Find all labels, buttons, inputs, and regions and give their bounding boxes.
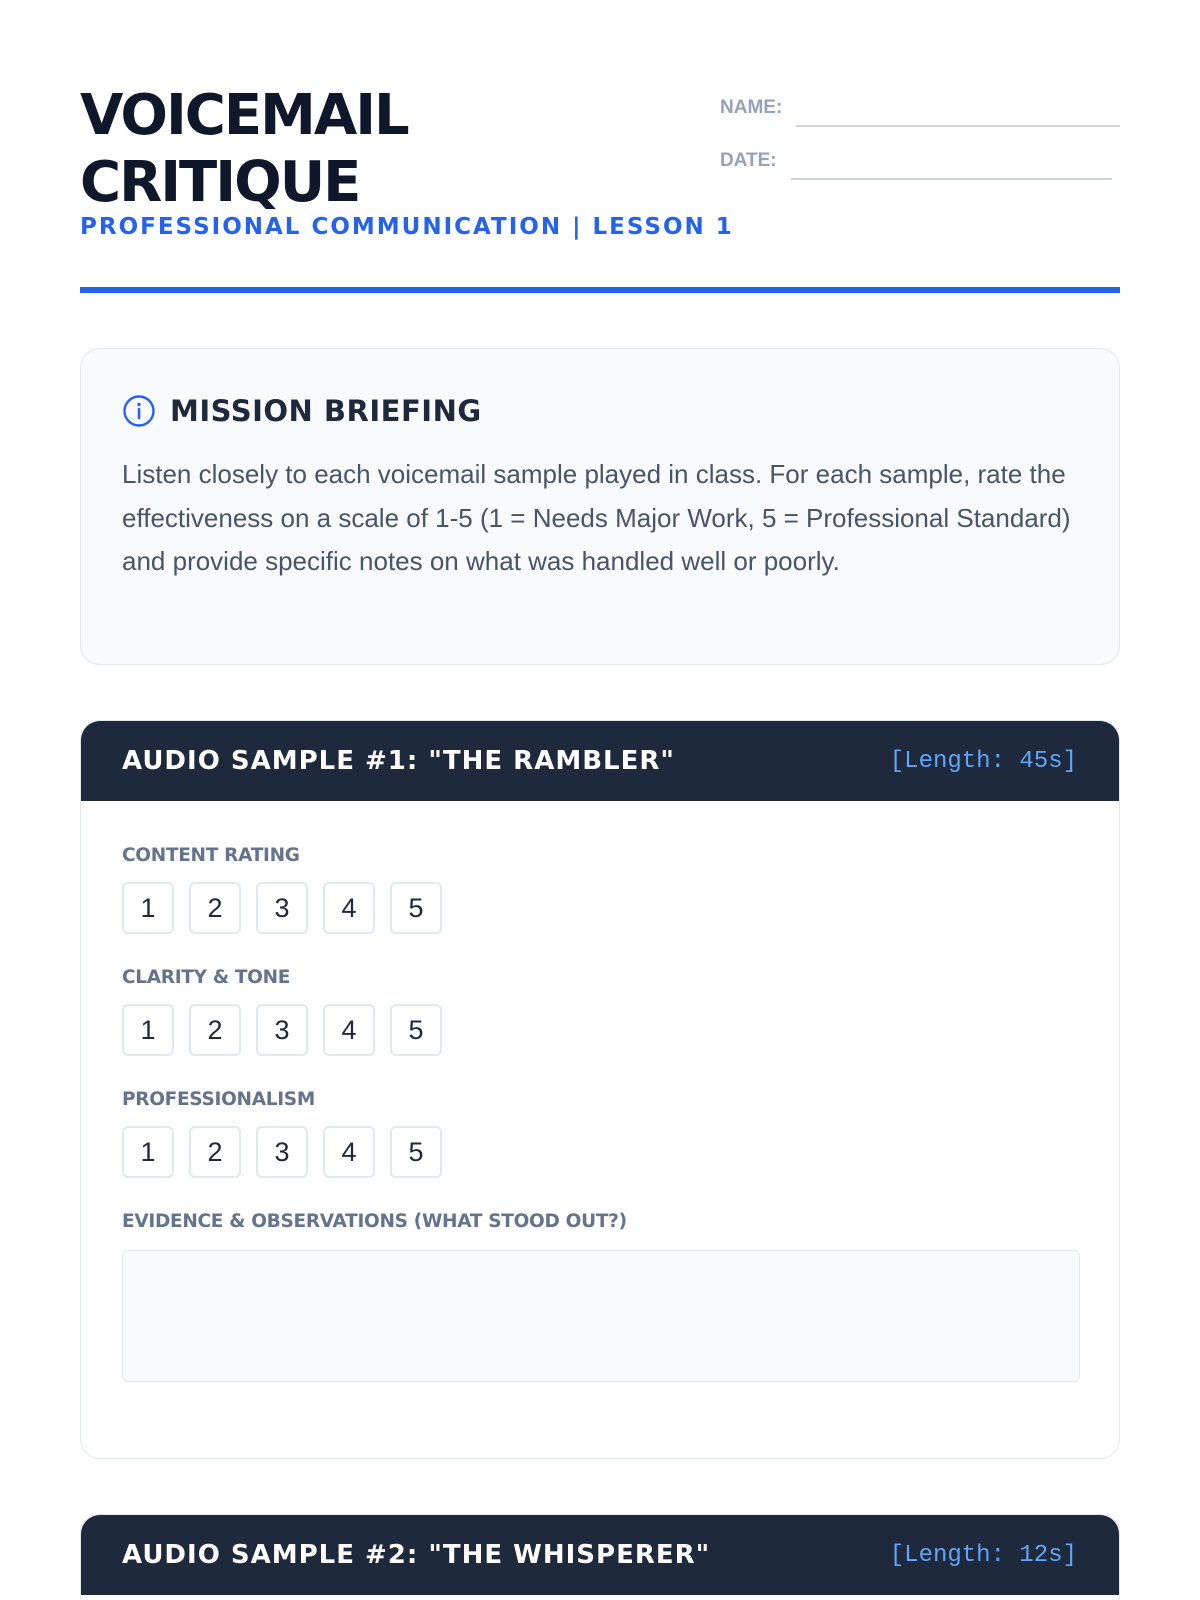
date-field: [720, 140, 1120, 180]
briefing-text: Listen closely to each voicemail sample played in class. For each sample, rate the effectiveness on a scale of 1-5 (1 = Needs Major Work, 5 = Professional Standard) and provide specific notes on what was handled well or poorly.: [122, 459, 1071, 576]
name-field: [720, 87, 1120, 127]
name-label: NAME:: [720, 97, 783, 118]
content-rating-scale: [122, 882, 1078, 934]
content-rating-option[interactable]: 3: [256, 882, 308, 934]
professionalism-option[interactable]: 4: [323, 1126, 375, 1178]
clarity-tone-option[interactable]: 4: [323, 1004, 375, 1056]
mission-briefing-panel: [80, 348, 1120, 665]
audio-sample-title-2: AUDIO SAMPLE #2: "THE WHISPERER": [122, 1540, 711, 1570]
clarity-tone-option[interactable]: 3: [256, 1004, 308, 1056]
clarity-tone-option[interactable]: 1: [122, 1004, 174, 1056]
student-info-fields: [720, 87, 1120, 193]
worksheet-header: [80, 82, 1120, 292]
professionalism-option[interactable]: 2: [189, 1126, 241, 1178]
professionalism-option[interactable]: 1: [122, 1126, 174, 1178]
info-icon: [122, 394, 156, 428]
professionalism-scale: [122, 1126, 1078, 1178]
content-rating-option[interactable]: 1: [122, 882, 174, 934]
page-subtitle: PROFESSIONAL COMMUNICATION | LESSON 1: [80, 214, 734, 240]
clarity-tone-rating-group: [122, 964, 1078, 1056]
audio-sample-card-1: [80, 720, 1120, 1459]
content-rating-group: [122, 842, 1078, 934]
audio-sample-title-1: AUDIO SAMPLE #1: "THE RAMBLER": [122, 746, 675, 776]
clarity-tone-label: CLARITY & TONE: [122, 967, 291, 988]
clarity-tone-option[interactable]: 5: [390, 1004, 442, 1056]
evidence-label: EVIDENCE & OBSERVATIONS (WHAT STOOD OUT?): [122, 1211, 627, 1232]
clarity-tone-scale: [122, 1004, 1078, 1056]
date-label: DATE:: [720, 150, 777, 171]
page-title-line-1: VOICEMAIL: [80, 83, 408, 148]
content-rating-option[interactable]: 5: [390, 882, 442, 934]
content-rating-option[interactable]: 4: [323, 882, 375, 934]
briefing-title: MISSION BRIEFING: [170, 394, 482, 428]
professionalism-option[interactable]: 5: [390, 1126, 442, 1178]
content-rating-label: CONTENT RATING: [122, 845, 300, 866]
professionalism-option[interactable]: 3: [256, 1126, 308, 1178]
audio-sample-length-1: [Length: 45s]: [889, 747, 1077, 775]
evidence-notes-field[interactable]: [122, 1250, 1080, 1382]
clarity-tone-option[interactable]: 2: [189, 1004, 241, 1056]
briefing-header: [122, 393, 1079, 429]
audio-sample-body-1: [81, 801, 1119, 1382]
header-divider: [80, 287, 1120, 293]
name-input-line[interactable]: [796, 89, 1120, 127]
page-title-line-2: CRITIQUE: [80, 150, 360, 215]
audio-sample-header-1: [81, 721, 1119, 801]
date-input-line[interactable]: [791, 142, 1112, 180]
audio-sample-card-2: [80, 1514, 1120, 1600]
professionalism-rating-group: [122, 1086, 1078, 1178]
audio-sample-length-2: [Length: 12s]: [889, 1541, 1077, 1569]
professionalism-label: PROFESSIONALISM: [122, 1089, 315, 1110]
audio-sample-header-2: [81, 1515, 1119, 1595]
content-rating-option[interactable]: 2: [189, 882, 241, 934]
